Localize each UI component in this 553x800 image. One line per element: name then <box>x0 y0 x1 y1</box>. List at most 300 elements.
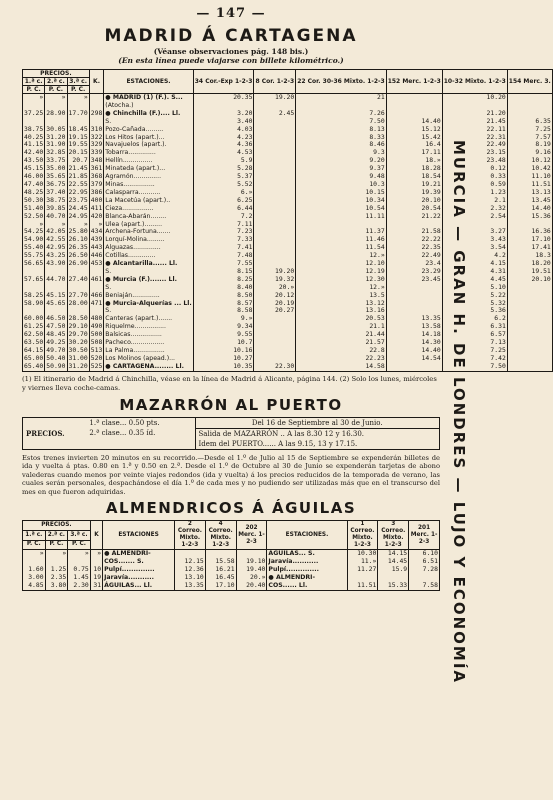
time-cell <box>386 292 442 300</box>
time-cell: 0.12 <box>442 165 507 173</box>
km-cell: 31 <box>90 582 102 590</box>
time-cell: 17.11 <box>386 149 442 157</box>
alm-pc-header: P. C. <box>68 540 91 550</box>
price-third-class: 28.00 <box>68 298 88 307</box>
time-cell: 11.» <box>347 558 378 566</box>
time-cell: 20.» <box>254 284 296 292</box>
estaciones-header: ESTACIONES. <box>104 70 193 94</box>
time-cell: 12.10 <box>296 260 386 268</box>
km-cell: 329 <box>90 140 103 149</box>
time-cell: 11.37 <box>296 228 386 236</box>
time-cell <box>254 331 296 339</box>
price-cell: » <box>68 550 91 558</box>
station-name: Ulea (apart.)......... <box>104 221 193 229</box>
time-cell <box>254 221 296 229</box>
time-cell: 11.54 <box>296 244 386 252</box>
time-cell: 11.51 <box>507 181 552 189</box>
time-cell: 20.19 <box>254 300 296 308</box>
time-cell: 22.35 <box>386 244 442 252</box>
alm-train-header: 202 Merc. 1-2-3 <box>236 521 267 550</box>
time-cell <box>386 363 442 371</box>
station-name-return: ● ALMENDRI- <box>267 574 347 582</box>
time-cell: 3.20 <box>193 110 254 118</box>
alm-train-header: 4 Correo. Mixto. 1-2-3 <box>205 521 236 550</box>
page-title: MADRID Á CARTAGENA <box>104 26 358 46</box>
station-name: Pulpí.............. <box>103 566 175 574</box>
train-header: 10-32 Mixto. 1-2-3 <box>442 70 507 94</box>
station-name-return: ÁGUILAS... S. <box>267 550 347 558</box>
time-cell <box>507 300 552 308</box>
time-cell: 20.53 <box>296 315 386 323</box>
time-cell: 16.4 <box>386 141 442 149</box>
class-header: 2.ª c. <box>45 78 67 86</box>
time-cell: 4.23 <box>193 134 254 142</box>
alm-train-header: 3 Correo. Mixto. 1-2-3 <box>378 521 409 550</box>
time-cell <box>254 323 296 331</box>
time-cell: 0.33 <box>442 173 507 181</box>
time-cell: 4.31 <box>442 268 507 276</box>
price-third-class: 24.45 <box>68 203 88 212</box>
station-name: Minas................ <box>104 181 193 189</box>
price-second-class: 44.70 <box>46 274 66 283</box>
station-name: ● Alcantarilla...... Ll. <box>104 260 193 268</box>
time-cell: 21.58 <box>386 228 442 236</box>
time-cell: 4.53 <box>193 149 254 157</box>
time-cell: 15.33 <box>378 582 409 590</box>
time-cell: 10.54 <box>296 205 386 213</box>
time-cell: 6.35 <box>507 118 552 126</box>
station-name: Lorquí-Molina......... <box>104 236 193 244</box>
price-first-class: 41.15 <box>24 140 44 149</box>
time-cell: 20.54 <box>386 205 442 213</box>
time-cell: 7.42 <box>442 355 507 363</box>
time-cell: 14.45 <box>378 558 409 566</box>
price-first-class: » <box>23 221 45 229</box>
time-cell <box>507 292 552 300</box>
time-cell <box>254 236 296 244</box>
km-cell: 490 <box>90 322 103 331</box>
time-cell: 11.51 <box>347 582 378 590</box>
time-cell <box>254 213 296 221</box>
price-first-class: 37.25 <box>24 108 44 117</box>
price-third-class: 19.15 <box>68 132 88 141</box>
time-cell: 8.57 <box>193 300 254 308</box>
time-cell: 7.25 <box>442 347 507 355</box>
time-cell <box>507 347 552 355</box>
time-cell <box>254 126 296 134</box>
price-third-class: 24.95 <box>68 211 88 220</box>
station-name: Canteras (apart.)....... <box>104 315 193 323</box>
station-name: Riquelme................ <box>104 323 193 331</box>
alm-train-header: 201 Merc. 1-2-3 <box>409 521 440 550</box>
price-second-class: 40.70 <box>46 211 66 220</box>
mazarron-title: MAZARRÓN AL PUERTO <box>119 395 343 414</box>
time-cell: 22.49 <box>442 141 507 149</box>
price-first-class: 60.00 <box>24 314 44 323</box>
station-name: Balsicas................ <box>104 331 193 339</box>
time-cell: 13.10 <box>174 574 205 582</box>
time-cell: 6.» <box>193 189 254 197</box>
km-cell: 520 <box>90 353 103 362</box>
price-cell: 1.60 <box>23 566 46 574</box>
km-cell: 525 <box>90 361 103 370</box>
price-first-class: 63.50 <box>24 338 44 347</box>
time-cell <box>507 315 552 323</box>
time-cell <box>386 284 442 292</box>
time-cell: 5.52 <box>193 181 254 189</box>
time-cell: 9.55 <box>193 331 254 339</box>
time-cell: 13.12 <box>296 300 386 308</box>
station-name: (Atocha.) <box>104 102 193 110</box>
km-cell: 411 <box>90 203 103 212</box>
time-cell: 7.2 <box>193 213 254 221</box>
class-header: 1.ª c. <box>23 78 45 86</box>
time-cell: 17.41 <box>507 244 552 252</box>
price-third-class: 26.10 <box>68 235 88 244</box>
station-name: ● Chinchilla (F.).... Ll. <box>104 110 193 118</box>
time-cell: 7.25 <box>507 126 552 134</box>
km-cell <box>89 94 104 102</box>
time-cell: 20.27 <box>254 307 296 315</box>
km-cell: 466 <box>90 290 103 299</box>
time-cell <box>507 363 552 371</box>
price-second-class: 35.00 <box>46 164 66 173</box>
time-cell: 2.45 <box>254 110 296 118</box>
time-cell: 14.40 <box>507 205 552 213</box>
km-cell: 420 <box>90 211 103 220</box>
km-cell: 434 <box>90 227 103 236</box>
price-first-class: 55.40 <box>24 243 44 252</box>
pc-header: P. C. <box>67 86 89 94</box>
price-second-class: » <box>45 221 67 229</box>
time-cell: 7.13 <box>442 339 507 347</box>
km-cell: 453 <box>90 259 103 268</box>
km-cell: 10 <box>90 566 102 574</box>
station-name: ● CARTAGENA........ Ll. <box>104 363 193 371</box>
price-first-class: 64.15 <box>24 346 44 354</box>
side-advertisement-text: MURCIA — GRAN H. DE LONDRES — LUJO Y ECONOMÍA <box>450 140 468 685</box>
price-first-class: 54.25 <box>24 227 44 236</box>
time-cell: 7.26 <box>296 110 386 118</box>
station-name: Tobarra.............. <box>104 149 193 157</box>
time-cell: 10.42 <box>507 165 552 173</box>
time-cell: 19.39 <box>386 189 442 197</box>
time-cell <box>386 300 442 308</box>
time-cell: 8.19 <box>507 141 552 149</box>
time-cell <box>254 189 296 197</box>
time-cell <box>254 157 296 165</box>
time-cell: 18.20 <box>507 260 552 268</box>
price-third-class: 27.70 <box>68 290 88 299</box>
time-cell: 18.3 <box>507 252 552 260</box>
price-first-class: 45.15 <box>24 164 44 173</box>
price-third-class: 18.45 <box>68 124 88 133</box>
time-cell: 7.55 <box>193 260 254 268</box>
price-first-class: 56.65 <box>24 259 44 268</box>
price-second-class: 50.40 <box>46 353 66 362</box>
price-second-class: 47.50 <box>46 322 66 331</box>
price-second-class: 31.90 <box>46 140 66 149</box>
time-cell: 1.23 <box>442 189 507 197</box>
station-name: Agramón.............. <box>104 173 193 181</box>
time-cell: 22.8 <box>296 347 386 355</box>
time-cell: 12.30 <box>296 276 386 284</box>
alm-pc-header: P. C. <box>45 540 68 550</box>
time-cell <box>254 197 296 205</box>
price-cell: 1.45 <box>68 574 91 582</box>
time-cell: 11.46 <box>296 236 386 244</box>
time-cell: 11.11 <box>296 213 386 221</box>
time-cell: 4.15 <box>442 260 507 268</box>
time-cell <box>507 323 552 331</box>
time-cell: 10.20 <box>442 94 507 102</box>
time-cell: 22.23 <box>296 355 386 363</box>
table-row <box>23 110 553 118</box>
time-cell <box>507 102 552 110</box>
time-cell: 10.3 <box>296 181 386 189</box>
time-cell: 0.59 <box>442 181 507 189</box>
time-cell: 14.58 <box>296 363 386 371</box>
time-cell <box>507 94 552 102</box>
station-name: ● Murcia (F.)....... Ll. <box>104 276 193 284</box>
time-cell: 23.29 <box>386 268 442 276</box>
train-header: 154 Merc. 3. <box>507 70 552 94</box>
time-cell: 6.51 <box>409 558 440 566</box>
time-cell: 6.44 <box>193 205 254 213</box>
km-cell: 310 <box>90 124 103 133</box>
time-cell: 9.37 <box>296 165 386 173</box>
time-cell: 14.40 <box>386 347 442 355</box>
time-cell: 17.10 <box>507 236 552 244</box>
time-cell: 10.16 <box>193 347 254 355</box>
time-cell: 10.35 <box>193 363 254 371</box>
station-name: La Macetúa (apart.).. <box>104 197 193 205</box>
price-first-class: 54.90 <box>24 235 44 244</box>
time-cell: 13.13 <box>507 189 552 197</box>
price-third-class: » <box>67 221 89 229</box>
price-first-class: 52.50 <box>24 211 44 220</box>
price-cell: » <box>23 550 46 558</box>
price-third-class: 25.80 <box>68 227 88 236</box>
km-cell: 339 <box>90 148 103 157</box>
footnotes: (1) El itinerario de Madrid á Chinchilla, véase en la línea de Madrid á Alicante, página 144. (2) Solo los lunes, miércoles y viernes lleva coche-camas. <box>22 374 437 392</box>
price-second-class: 42.55 <box>46 235 66 244</box>
time-cell: 7.23 <box>193 228 254 236</box>
km-cell: » <box>89 221 104 229</box>
time-cell <box>386 94 442 102</box>
time-cell: 22.49 <box>386 252 442 260</box>
time-cell: 8.13 <box>296 126 386 134</box>
time-cell: 8.50 <box>193 292 254 300</box>
time-cell: 5.22 <box>442 292 507 300</box>
time-cell: 16.36 <box>507 228 552 236</box>
price-second-class: 43.90 <box>46 259 66 268</box>
time-cell: 23.48 <box>442 157 507 165</box>
price-cell: 2.30 <box>68 582 91 590</box>
station-name: Navajuelos (apart.). <box>104 141 193 149</box>
alm-estaciones-header-return: ESTACIONES. <box>267 521 347 550</box>
time-cell <box>254 252 296 260</box>
time-cell <box>254 165 296 173</box>
alm-precios-header: PRECIOS. <box>23 521 91 531</box>
price-second-class: 45.65 <box>46 298 66 307</box>
km-cell: 446 <box>90 251 103 260</box>
price-first-class: 57.65 <box>24 274 44 283</box>
price-third-class: 20.7 <box>67 157 89 165</box>
time-cell: 13.16 <box>296 307 386 315</box>
time-cell <box>386 102 442 110</box>
time-cell: 21.1 <box>296 323 386 331</box>
price-third-class: 29.70 <box>68 330 88 339</box>
time-cell: 5.37 <box>193 173 254 181</box>
price-first-class: 47.40 <box>24 179 44 188</box>
time-cell <box>507 284 552 292</box>
time-cell: 18.54 <box>386 173 442 181</box>
price-third-class: 23.75 <box>68 195 88 204</box>
price-third-class: 21.85 <box>68 172 88 181</box>
time-cell: 23.4 <box>386 260 442 268</box>
time-cell: 5.9 <box>193 157 254 165</box>
time-cell <box>254 205 296 213</box>
almendricos-title: ALMENDRICOS Á ÁGUILAS <box>105 499 357 518</box>
station-name: ÁGUILAS... Ll. <box>103 582 175 590</box>
page-number: — 147 — <box>196 6 266 21</box>
price-second-class: 33.75 <box>46 156 66 165</box>
time-cell: 7.33 <box>193 236 254 244</box>
time-cell <box>254 315 296 323</box>
time-cell: 13.58 <box>386 323 442 331</box>
time-cell: 10.34 <box>296 197 386 205</box>
alm-train-header: 1 Correo. Mixto. 1-2-3 <box>347 521 378 550</box>
time-cell <box>507 339 552 347</box>
price-third-class: 17.70 <box>68 108 88 117</box>
km-cell: 298 <box>90 108 103 117</box>
time-cell: 19.21 <box>386 181 442 189</box>
time-cell: 7.50 <box>296 118 386 126</box>
mazarron-return: Idem del PUERTO...... A las 9.15, 13 y 17.15. <box>195 439 440 450</box>
price-second-class: 39.85 <box>46 203 66 212</box>
station-name-return: COS...... Ll. <box>267 582 347 590</box>
km-cell: 379 <box>90 179 103 188</box>
station-name-return: Pulpí.............. <box>267 566 347 574</box>
km-cell: 386 <box>90 187 103 196</box>
km-cell: 443 <box>90 243 103 252</box>
table-row <box>23 94 553 102</box>
price-cell: 0.75 <box>68 566 91 574</box>
time-cell: 4.2 <box>442 252 507 260</box>
station-name: Beniaján.............. <box>104 292 193 300</box>
price-third-class: » <box>67 94 89 102</box>
train-header: 8 Cor. 1-2-3 <box>254 70 296 94</box>
price-third-class: 26.35 <box>68 243 88 252</box>
price-cell: 3.00 <box>23 574 46 582</box>
time-cell: 3.43 <box>442 236 507 244</box>
pc-header: P. C. <box>45 86 67 94</box>
price-second-class: 50.90 <box>46 361 66 370</box>
time-cell: 19.20 <box>254 94 296 102</box>
alm-class-header: 2.ª c. <box>45 530 68 540</box>
time-cell <box>254 228 296 236</box>
time-cell: 9.» <box>193 315 254 323</box>
train-header: 152 Merc. 1-2-3 <box>386 70 442 94</box>
time-cell: 6.57 <box>442 331 507 339</box>
time-cell: 10.27 <box>193 355 254 363</box>
price-third-class: 29.10 <box>68 322 88 331</box>
time-cell: 11.10 <box>507 173 552 181</box>
price-first-class: 40.25 <box>24 132 44 141</box>
time-cell: 21.22 <box>386 213 442 221</box>
price-first-class: 61.25 <box>24 322 44 331</box>
station-name: Pozo-Cañada......... <box>104 126 193 134</box>
price-third-class: 20.15 <box>68 148 88 157</box>
alm-estaciones-header: ESTACIONES <box>103 521 175 550</box>
time-cell: 10.7 <box>193 339 254 347</box>
km-cell: 461 <box>90 274 103 283</box>
price-third-class: 31.00 <box>68 353 88 362</box>
km-cell: 513 <box>90 346 103 354</box>
mazarron-departure: Salida de MAZARRÓN .. A las 8.30 12 y 16.30. <box>195 428 440 439</box>
time-cell: 19.20 <box>254 268 296 276</box>
station-name: Jaravía........... <box>103 574 175 582</box>
time-cell: 7.28 <box>409 566 440 574</box>
price-second-class: 42.95 <box>46 243 66 252</box>
price-third-class: 22.95 <box>68 187 88 196</box>
table-row <box>23 582 440 590</box>
price-cell: 1.25 <box>45 566 68 574</box>
time-cell: 23.45 <box>386 276 442 284</box>
time-cell: 14.18 <box>386 331 442 339</box>
time-cell: 12.» <box>296 252 386 260</box>
time-cell: 10.12 <box>507 157 552 165</box>
price-second-class: 46.50 <box>46 314 66 323</box>
time-cell: 5.10 <box>442 284 507 292</box>
station-name: La Palma................ <box>104 347 193 355</box>
time-cell: 4.36 <box>193 141 254 149</box>
time-cell: 15.9 <box>378 566 409 574</box>
time-cell <box>254 173 296 181</box>
time-cell <box>507 307 552 315</box>
time-cell: 20.10 <box>507 276 552 284</box>
time-cell: 20.40 <box>236 582 267 590</box>
station-name: Los Hitos (apart.)... <box>104 134 193 142</box>
time-cell: 14.30 <box>386 339 442 347</box>
time-cell <box>254 181 296 189</box>
time-cell: 5.36 <box>442 307 507 315</box>
station-name: Pacheco................. <box>104 339 193 347</box>
madrid-cartagena-table <box>22 69 553 372</box>
pc-header: P. C. <box>23 86 45 94</box>
time-cell <box>254 118 296 126</box>
km-cell: 480 <box>90 314 103 323</box>
price-third-class: 19.55 <box>68 140 88 149</box>
alm-class-header: 3.ª c. <box>68 530 91 540</box>
almendricos-rows <box>23 550 440 591</box>
price-second-class: 28.90 <box>46 108 66 117</box>
time-cell: 15.42 <box>386 134 442 142</box>
price-first-class: 65.40 <box>24 361 44 370</box>
km-cell: » <box>90 550 102 558</box>
price-third-class: 30.20 <box>68 338 88 347</box>
time-cell <box>507 355 552 363</box>
time-cell: 7.11 <box>193 221 254 229</box>
price-first-class: 38.75 <box>24 124 44 133</box>
time-cell: 15.58 <box>205 558 236 566</box>
time-cell: 5.28 <box>193 165 254 173</box>
time-cell: 21.20 <box>442 110 507 118</box>
price-first-class: 65.00 <box>24 353 44 362</box>
price-third-class: 30.50 <box>68 346 88 354</box>
time-cell: 22.31 <box>442 134 507 142</box>
